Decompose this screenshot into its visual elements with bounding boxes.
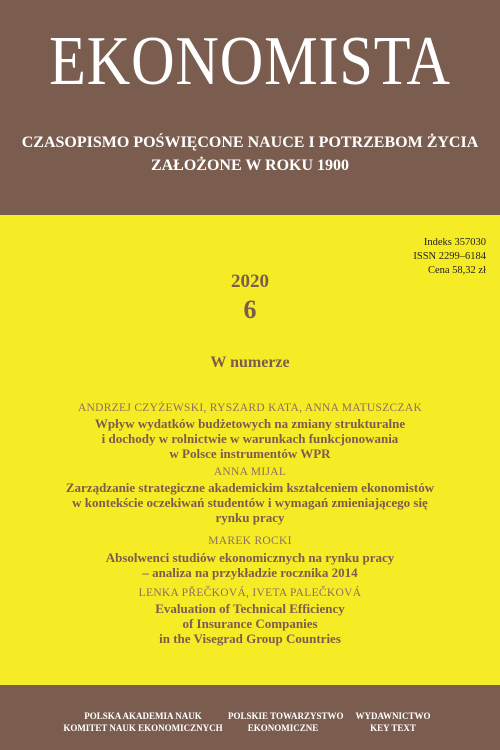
issue-year: 2020 bbox=[231, 271, 269, 292]
article-title-line: w kontekście oczekiwań studentów i wymagań zmieniającego się bbox=[72, 495, 428, 510]
publisher-line: POLSKA AKADEMIA NAUK bbox=[84, 711, 202, 721]
publisher-line: POLSKIE TOWARZYSTWO bbox=[228, 711, 344, 721]
article-authors: ANDRZEJ CZYŻEWSKI, RYSZARD KATA, ANNA MATUSZCZAK bbox=[77, 402, 423, 414]
article-authors: MAREK ROCKI bbox=[208, 535, 292, 547]
publisher-pan bbox=[58, 710, 228, 734]
article-title-line: Wpływ wydatków budżetowych na zmiany strukturalne bbox=[94, 416, 406, 431]
article-title-line: Absolwenci studiów ekonomicznych na rynku pracy bbox=[105, 550, 395, 565]
masthead: EKONOMISTA bbox=[49, 23, 451, 100]
publisher-line: EKONOMICZNE bbox=[247, 723, 319, 733]
article-title bbox=[0, 550, 500, 580]
issn: ISSN 2299–6184 bbox=[413, 251, 486, 262]
publisher-line: KEY TEXT bbox=[370, 723, 416, 733]
article-title-line: i dochody w rolnictwie w warunkach funkcjonowania bbox=[101, 431, 399, 446]
publisher-key-text bbox=[338, 710, 448, 734]
article-title-line: – analiza na przykładzie rocznika 2014 bbox=[142, 565, 358, 580]
price: Cena 58,32 zł bbox=[427, 265, 486, 276]
article-title bbox=[0, 601, 500, 646]
article-title bbox=[0, 480, 500, 525]
index-number: Indeks 357030 bbox=[423, 237, 486, 248]
article-title-line: Zarządzanie strategiczne akademickim kształceniem ekonomistów bbox=[65, 480, 435, 495]
subtitle-line-1: CZASOPISMO POŚWIĘCONE NAUCE I POTRZEBOM ŻYCIA bbox=[21, 134, 479, 151]
article-title-line: Evaluation of Technical Efficiency bbox=[155, 601, 345, 616]
publisher-line: WYDAWNICTWO bbox=[355, 711, 431, 721]
issue-number: 6 bbox=[243, 295, 257, 324]
publisher-pte bbox=[228, 710, 344, 734]
contents-heading: W numerze bbox=[210, 354, 290, 371]
article-authors: LENKA PŘEČKOVÁ, IVETA PALEČKOVÁ bbox=[138, 587, 362, 599]
article-title-line: w Polsce instrumentów WPR bbox=[169, 446, 331, 461]
article-title-line: in the Visegrad Group Countries bbox=[159, 631, 341, 646]
subtitle-line-2: ZAŁOŻONE W ROKU 1900 bbox=[150, 157, 350, 174]
article-title-line: rynku pracy bbox=[215, 510, 285, 525]
publisher-line: KOMITET NAUK EKONOMICZNYCH bbox=[63, 723, 223, 733]
article-title-line: of Insurance Companies bbox=[182, 616, 318, 631]
article-title bbox=[0, 416, 500, 461]
article-authors: ANNA MIJAL bbox=[213, 466, 287, 478]
